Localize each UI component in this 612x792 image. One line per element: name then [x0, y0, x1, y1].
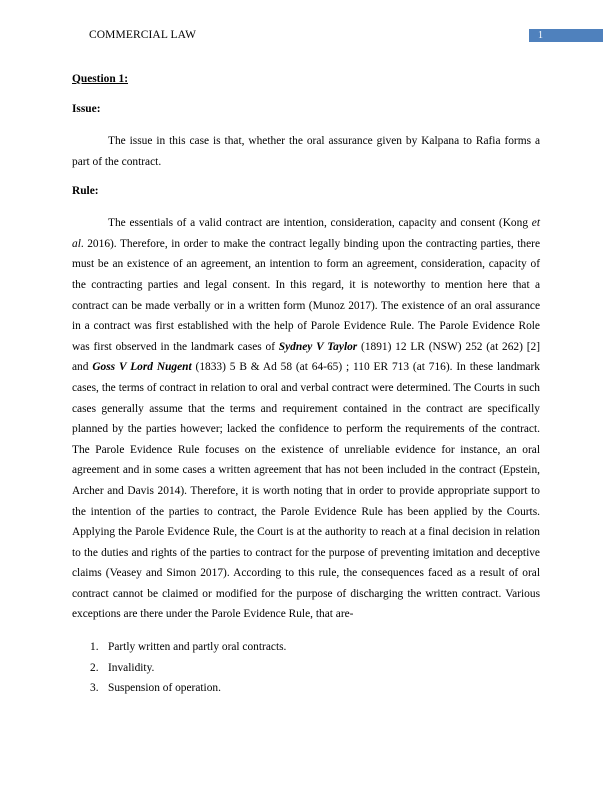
list-item: [72, 678, 540, 699]
rule-paragraph: [72, 213, 540, 625]
list-item: [72, 637, 540, 658]
list-item-text: Invalidity.: [108, 661, 155, 674]
list-item-number: 3.: [90, 682, 99, 695]
list-item-text: Suspension of operation.: [108, 682, 221, 695]
issue-paragraph: The issue in this case is that, whether the oral assurance given by Kalpana to Rafia forms a part of the contract.: [72, 135, 540, 168]
rule-text-part: . 2016). Therefore, in order to make the contract legally binding upon the contracting parties, there must be an existence of an agreement, an intention to form an agreement, consideration, capacity of the contracting parties and legal consent. In this regard, it is noteworthy to mention here that a contract can be made verbally or in a written form (Munoz 2017). The existence of an oral assurance in a contract was first established with the help of Parole Evidence Rule. The Parole Evidence Role was first observed in the landmark cases of: [72, 237, 540, 353]
rule-text-part: (1891) 12 LR (NSW) 252 (at 262) [2] and: [72, 340, 540, 374]
case-name-goss-v-lord-nugent: Goss V Lord Nugent: [92, 361, 192, 374]
rule-text-emphasis: et al: [72, 217, 540, 250]
page-number-badge: 1: [529, 29, 603, 42]
issue-heading: Issue:: [72, 103, 101, 115]
list-item-text: Partly written and partly oral contracts.: [108, 641, 287, 654]
list-item-number: 2.: [90, 661, 99, 674]
list-item-number: 1.: [90, 641, 99, 654]
rule-text-part: The essentials of a valid contract are intention, consideration, capacity and consent (Kong: [108, 217, 532, 230]
rule-text-part: (1833) 5 B & Ad 58 (at 64-65) ; 110 ER 713 (at 716). In these landmark cases, the terms of contract in relation to oral and verbal contract were determined. The Courts in such cases generally assume that the terms and requirement contained in the contract are specifically planned by the parties however; lacked the confidence to perform the requirements of the contract. The Parole Evidence Rule focuses on the existence of unreliable evidence for instance, an oral agreement and in some cases a written agreement that has not been included in the contract (Epstein, Archer and Davis 2014). Therefore, it is worth noting that in order to provide appropriate support to the intention of the parties to contract, the Parole Evidence Rule has been applied by the Courts. Applying the Parole Evidence Rule, the Court is at the authority to reach at a final decision in relation to the duties and rights of the parties to contract for the purpose of preventing imitation and deceptive claims (Veasey and Simon 2017). According to this rule, the consequences faced as a result of oral contract cannot be claimed or modified for the purpose of discharging the written contract. Various exceptions are there under the Parole Evidence Rule, that are-: [72, 361, 540, 621]
running-header: COMMERCIAL LAW: [89, 29, 197, 41]
document-body: [72, 71, 540, 699]
exceptions-list: [72, 637, 540, 699]
rule-heading: Rule:: [72, 185, 99, 198]
question-heading: Question 1:: [72, 73, 129, 85]
case-name-sydney-v-taylor: Sydney V Taylor: [278, 340, 358, 353]
list-item: [72, 658, 540, 679]
